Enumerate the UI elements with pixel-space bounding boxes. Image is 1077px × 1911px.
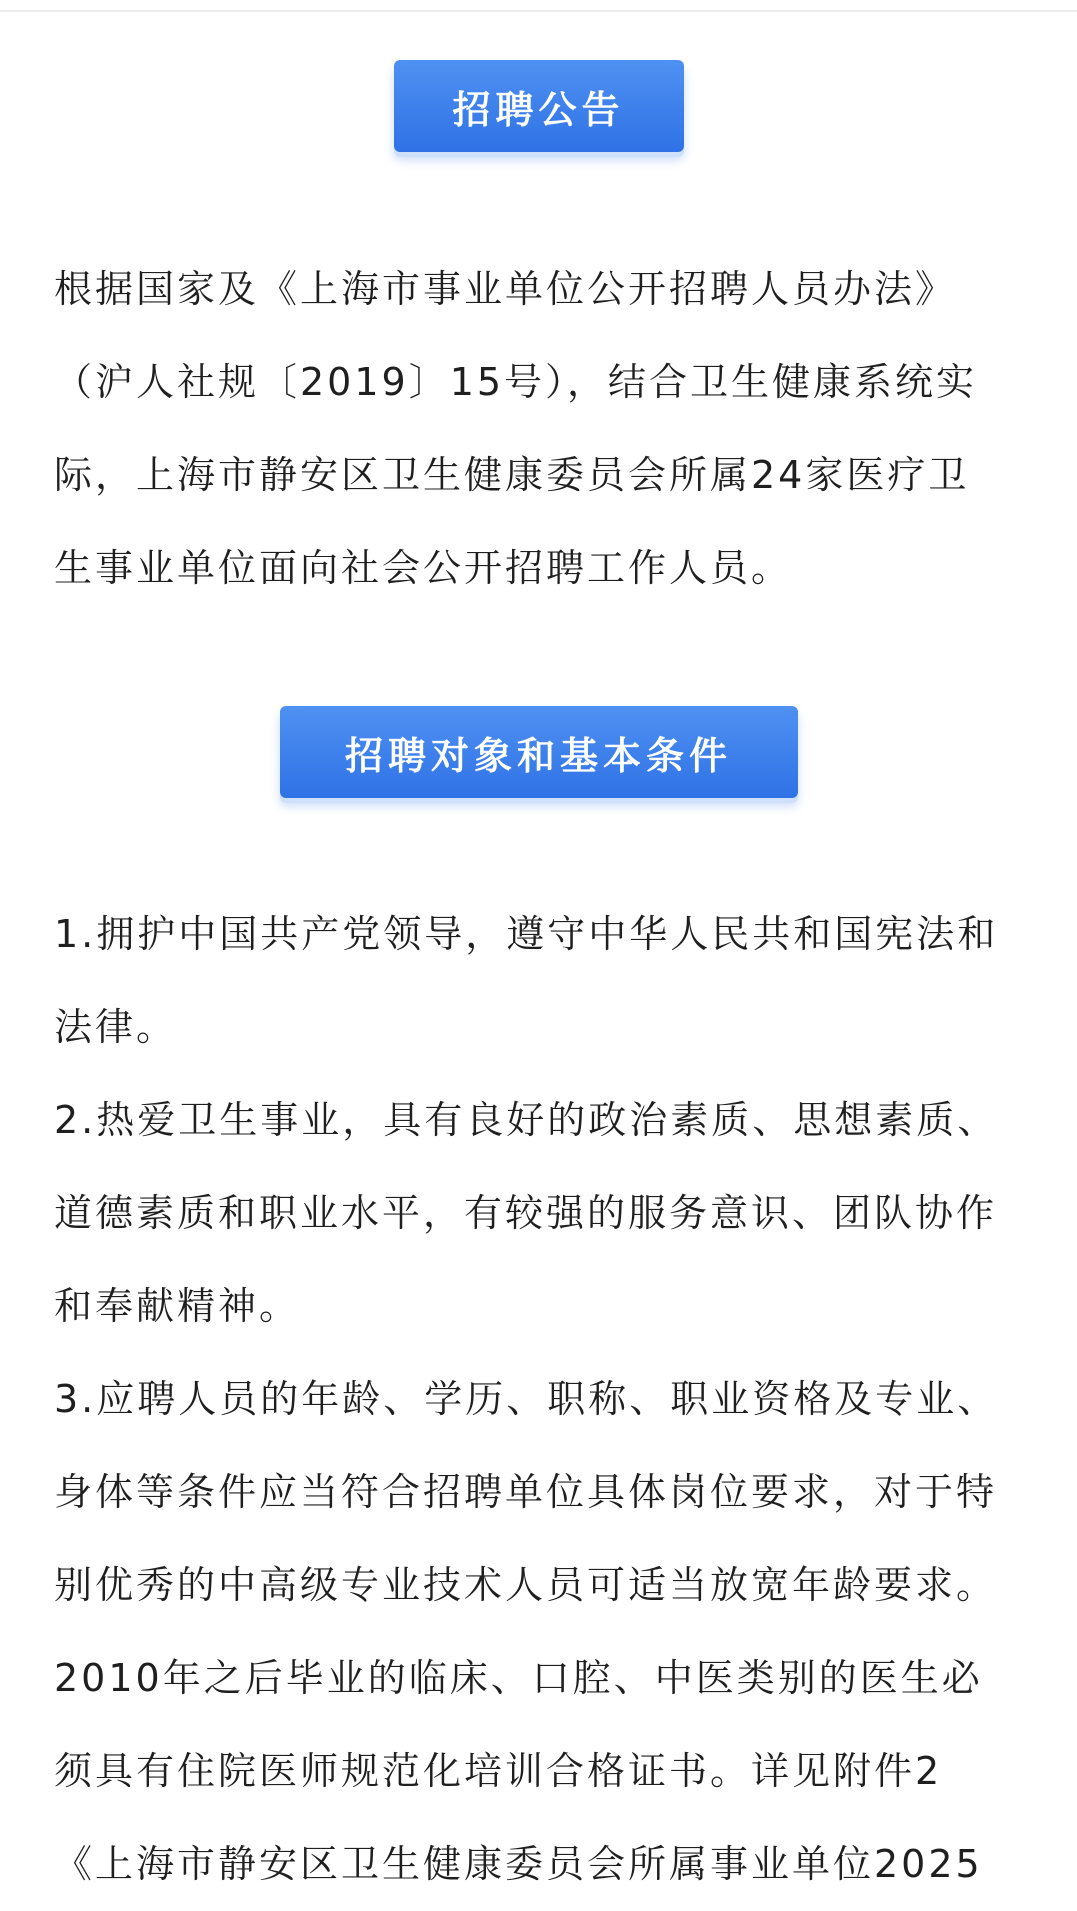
top-divider (0, 10, 1077, 12)
requirements-list: 1.拥护中国共产党领导，遵守中华人民共和国宪法和 法律。 2.热爱卫生事业，具有良好的政治素质、思想素质、 道德素质和职业水平，有较强的服务意识、团队协作 和奉献精神。 3.应聘人员的年龄、学历、职称、职业资格及专业、 身体等条件应当符合招聘单位具体岗位要求，对于特 别优秀的中高级专业技术人员可适当放宽年龄要求。 2010年之后毕业的临床、口腔、中医类别的医生必 须具有住院医师规范化培训合格证书。详见附件2 《上海市静安区卫生健康委员会所属事业单位2025 (54, 912, 999, 1886)
announcement-title: 招聘公告 (394, 60, 684, 152)
announcement-paragraph: 根据国家及《上海市事业单位公开招聘人员办法》 （沪人社规〔2019〕15号），结合卫生健康系统实 际，上海市静安区卫生健康委员会所属24家医疗卫 生事业单位面向社会公开招聘工作人员。 (54, 267, 978, 590)
requirements-header (0, 706, 1077, 798)
announcement-header (0, 60, 1077, 152)
requirements-title: 招聘对象和基本条件 (280, 706, 798, 798)
